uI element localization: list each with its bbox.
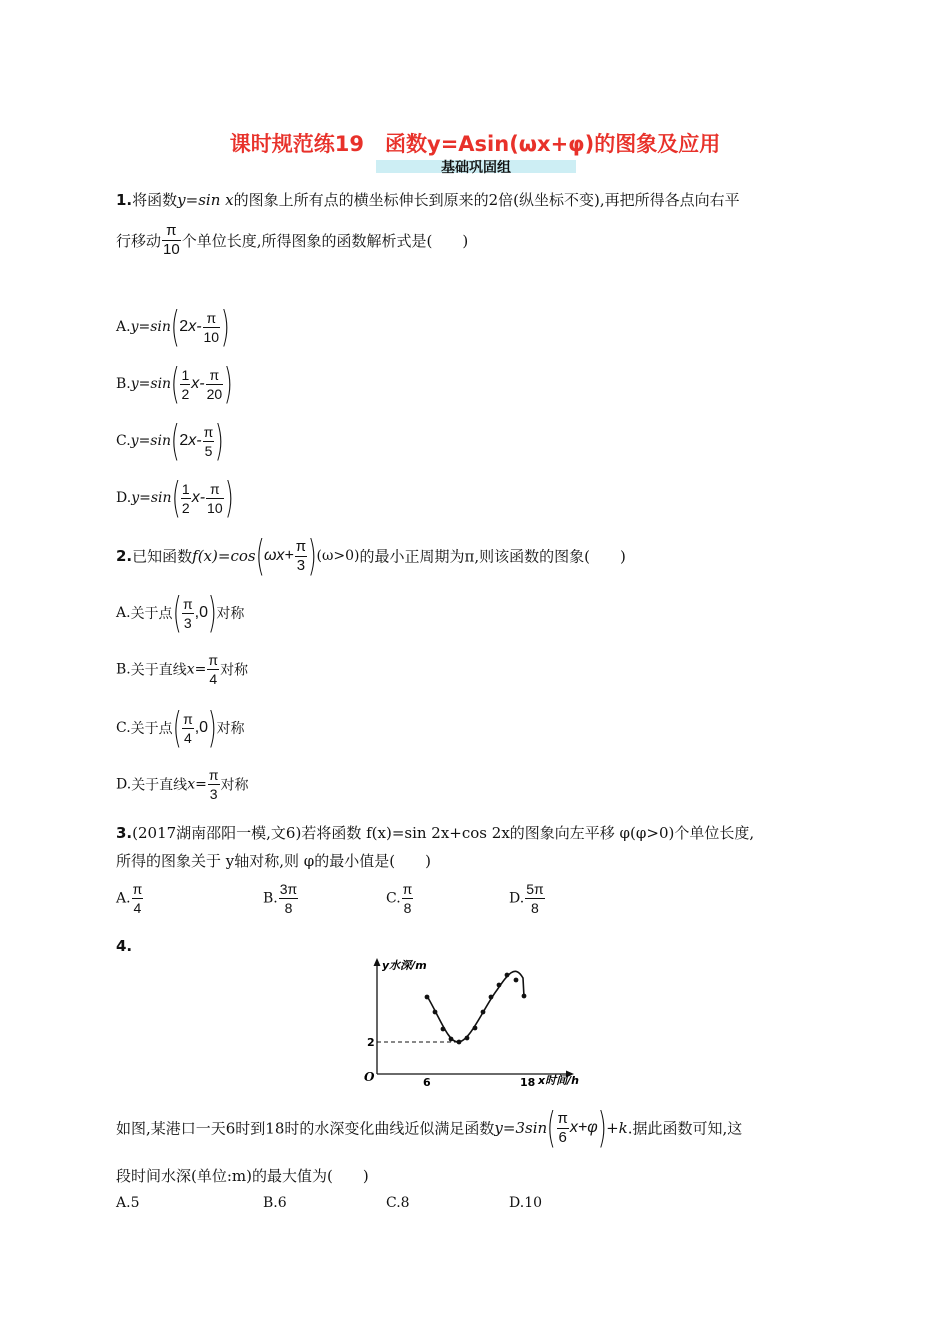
q4-number: 4. <box>116 937 133 955</box>
q1-shift-fraction: $\frac{\pi}{10}$ <box>163 222 180 258</box>
q2-option-d[interactable]: D.关于直线x= $\frac{\pi}{3}$ 对称 <box>116 767 249 802</box>
curve-point <box>441 1027 446 1032</box>
origin-label: O <box>364 1070 375 1084</box>
q1-option-d[interactable]: D.y=sin( $\frac{1}{2}$ x- $\frac{\pi}{10}$ ) <box>116 473 234 522</box>
q3-number: 3. <box>116 824 133 842</box>
x-tick-6: 6 <box>423 1076 431 1089</box>
q1-option-c[interactable]: C.y=sin(2x- $\frac{\pi}{5}$ ) <box>116 416 224 465</box>
q3-option-b[interactable]: B. $\frac{3\pi}{8}$ <box>263 881 298 916</box>
curve-point <box>514 978 519 983</box>
q4-option-d[interactable]: D.10 <box>509 1195 543 1211</box>
y-tick-2: 2 <box>367 1036 375 1049</box>
x-tick-18: 18 <box>520 1076 536 1089</box>
curve-point <box>505 973 510 978</box>
y-axis-label: y水深/m <box>382 959 427 972</box>
q3-option-c[interactable]: C. $\frac{\pi}{8}$ <box>386 881 413 916</box>
curve-point <box>425 995 430 1000</box>
q3-option-a[interactable]: A. $\frac{\pi}{4}$ <box>116 881 143 916</box>
q4-option-a[interactable]: A.5 <box>116 1195 140 1211</box>
q3-line2: 所得的图象关于 y轴对称,则 φ的最小值是( ) <box>116 852 431 870</box>
y-axis-arrow <box>374 958 381 966</box>
curve-point <box>473 1026 478 1031</box>
q2-option-a[interactable]: A.关于点( $\frac{\pi}{3}$ ,0)对称 <box>116 588 245 637</box>
curve-point <box>457 1040 462 1045</box>
q2-stem: 2.已知函数f(x)=cos(ωx+ $\frac{\pi}{3}$ )(ω>0)的最小正周期为π,则该函数的图象( ) <box>116 531 626 580</box>
q3-option-d[interactable]: D. $\frac{5\pi}{8}$ <box>509 881 544 916</box>
curve-point <box>465 1036 470 1041</box>
q4-option-c[interactable]: C.8 <box>386 1195 410 1211</box>
q1-line1: 1.将函数y=sin x的图象上所有点的横坐标伸长到原来的2倍(纵坐标不变),再把所得各点向右平 <box>116 191 740 209</box>
q1-option-a[interactable]: A.y=sin(2x- $\frac{\pi}{10}$ ) <box>116 302 230 351</box>
page-title: 课时规范练19 函数y=Asin(ωx+φ)的图象及应用 <box>229 132 721 156</box>
section-subtitle: 基础巩固组 <box>441 160 511 176</box>
water-depth-graph <box>360 950 590 1090</box>
x-axis-label: x时间/h <box>538 1074 579 1087</box>
curve-points <box>425 973 527 1045</box>
q2-number: 2. <box>116 547 133 565</box>
q2-option-c[interactable]: C.关于点( $\frac{\pi}{4}$ ,0)对称 <box>116 703 245 752</box>
q1-line2: 行移动 $\frac{\pi}{10}$ 个单位长度,所得图象的函数解析式是( ) <box>116 222 469 258</box>
q1-option-b[interactable]: B.y=sin( $\frac{1}{2}$ x- $\frac{\pi}{20}$ ) <box>116 359 233 408</box>
q4-stem-line1: 如图,某港口一天6时到18时的水深变化曲线近似满足函数y=3sin( $\frac{\pi}{6}$ x+φ)+k.据此函数可知,这 <box>116 1103 743 1152</box>
q4-option-b[interactable]: B.6 <box>263 1195 287 1211</box>
q4-stem-line2: 段时间水深(单位:m)的最大值为( ) <box>116 1167 369 1185</box>
depth-curve <box>427 971 524 1042</box>
curve-point <box>481 1010 486 1015</box>
q2-option-b[interactable]: B.关于直线x= $\frac{\pi}{4}$ 对称 <box>116 652 249 687</box>
curve-point <box>449 1037 454 1042</box>
q1-number: 1. <box>116 191 133 209</box>
curve-point <box>433 1010 438 1015</box>
curve-point <box>497 983 502 988</box>
curve-point <box>489 995 494 1000</box>
q3-line1: 3.(2017湖南邵阳一模,文6)若将函数 f(x)=sin 2x+cos 2x的图象向左平移 φ(φ>0)个单位长度, <box>116 824 755 842</box>
curve-point <box>522 994 527 999</box>
